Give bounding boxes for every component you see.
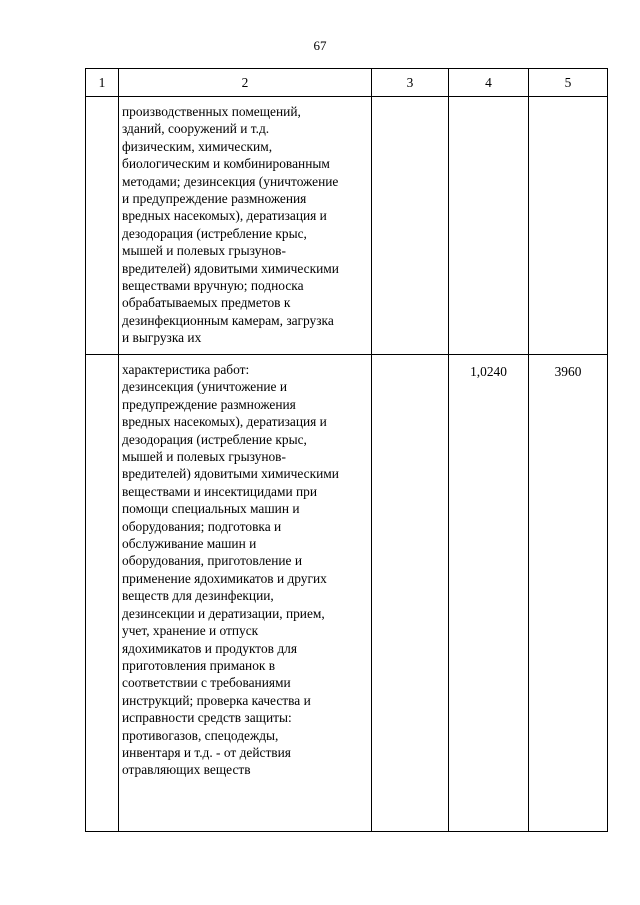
row1-col3: [372, 97, 449, 355]
row1-col1: [86, 97, 119, 355]
header-cell-4: 4: [449, 69, 529, 97]
description-line: вредных насекомых), дератизация и: [122, 414, 327, 430]
description-line: дезинсекции и дератизации, прием,: [122, 605, 325, 621]
description-line: отравляющих веществ: [122, 762, 251, 778]
row1-col5: [529, 97, 608, 355]
description-line: дезодорация (истребление крыс,: [122, 431, 307, 447]
header-cell-5: 5: [529, 69, 608, 97]
description-line: веществами и инсектицидами при: [122, 483, 317, 499]
description-line: приготовления приманок в: [122, 657, 276, 673]
description-line: методами; дезинсекция (уничтожение: [122, 173, 339, 189]
page-number: 67: [313, 38, 327, 53]
table-row: [86, 97, 608, 355]
description-line: ядохимикатов и продуктов для: [122, 640, 297, 656]
description-line: характеристика работ:: [122, 362, 250, 377]
description-line: инвентаря и т.д. - от действия: [122, 744, 291, 760]
description-line: оборудования, приготовление и: [122, 553, 302, 569]
description-line: веществами вручную; подноска: [122, 278, 304, 294]
description-line: применение ядохимикатов и других: [122, 570, 327, 586]
row1-col4: [449, 97, 529, 355]
row2-col3: [372, 355, 449, 832]
description-line: противогазов, спецодежды,: [122, 727, 279, 743]
description-line: дезинсекция (уничтожение и: [122, 379, 288, 395]
description-line: мышей и полевых грызунов-: [122, 449, 286, 465]
header-cell-1: 1: [86, 69, 119, 97]
description-line: обрабатываемых предметов к: [122, 295, 291, 311]
description-line: помощи специальных машин и: [122, 501, 300, 517]
description-line: вредителей) ядовитыми химическими: [122, 466, 339, 482]
description-line: оборудования; подготовка и: [122, 518, 282, 534]
header-cell-3: 3: [372, 69, 449, 97]
description-line: учет, хранение и отпуск: [122, 623, 259, 639]
description-line: вредных насекомых), дератизация и: [122, 208, 327, 224]
row2-description: [119, 355, 372, 832]
description-line: дезинфекционным камерам, загрузка: [122, 312, 334, 328]
table-row: [86, 355, 608, 832]
description-line: веществ для дезинфекции,: [122, 588, 274, 604]
description-line: обслуживание машин и: [122, 536, 257, 552]
row2-col1: [86, 355, 119, 832]
row2-col4: 1,0240: [449, 355, 529, 832]
description-line: физическим, химическим,: [122, 138, 273, 154]
description-line: инструкций; проверка качества и: [122, 692, 311, 708]
row2-col5: 3960: [529, 355, 608, 832]
description-line: и предупреждение размножения: [122, 191, 307, 207]
description-line: соответствии с требованиями: [122, 675, 291, 691]
description-line: предупреждение размножения: [122, 396, 296, 412]
row1-description: [119, 97, 372, 355]
description-line: биологическим и комбинированным: [122, 156, 330, 172]
description-line: производственных помещений,: [122, 104, 301, 119]
description-line: зданий, сооружений и т.д.: [122, 121, 270, 137]
description-line: мышей и полевых грызунов-: [122, 243, 286, 259]
description-line: исправности средств защиты:: [122, 710, 292, 726]
document-table: [85, 68, 608, 832]
header-cell-2: 2: [119, 69, 372, 97]
description-line: и выгрузка их: [122, 330, 202, 346]
description-line: дезодорация (истребление крыс,: [122, 225, 307, 241]
table-header-row: [86, 69, 608, 97]
description-line: вредителей) ядовитыми химическими: [122, 260, 339, 276]
